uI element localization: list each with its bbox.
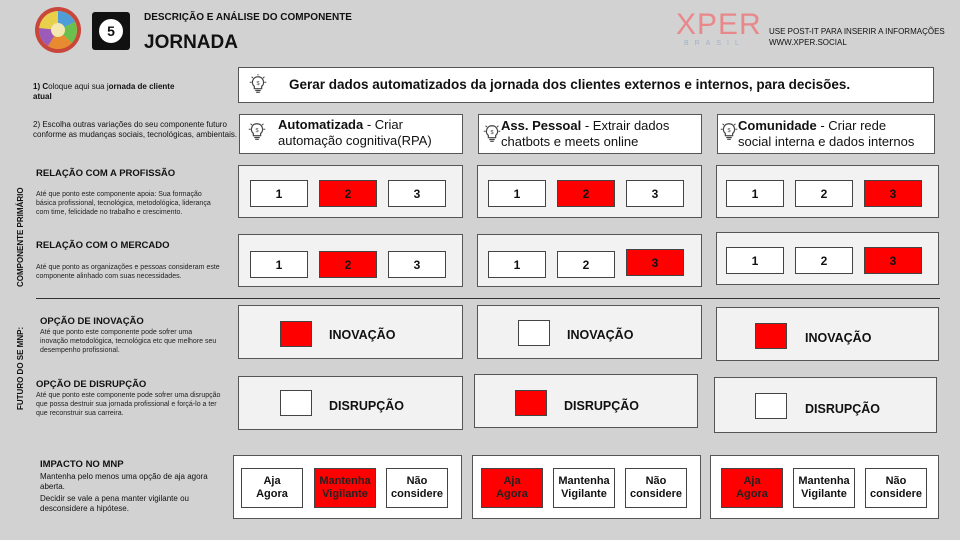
innovation-checkbox[interactable] (280, 321, 312, 347)
profession-option-1[interactable]: 1 (250, 180, 308, 207)
market-option-3[interactable]: 3 (626, 249, 684, 276)
wheel-logo-icon (34, 6, 82, 54)
svg-text:$: $ (255, 128, 259, 134)
lightbulb-money-icon (718, 121, 740, 143)
profession-option-2[interactable]: 2 (795, 180, 853, 207)
impact-panel-3 (710, 455, 939, 519)
impact-title: IMPACTO NO MNP (40, 459, 124, 470)
profession-option-1[interactable]: 1 (488, 180, 546, 207)
profession-option-3[interactable]: 3 (388, 180, 446, 207)
disruption-title: OPÇÃO DE DISRUPÇÃO (36, 379, 147, 390)
innovation-desc: Até que ponto este componente pode sofrer uma inovação metodológica, tecnológica etc que melhore seu desempenho profissional. (40, 329, 217, 354)
market-title: RELAÇÃO COM O MERCADO (36, 240, 170, 251)
brand-name: XPER (676, 8, 762, 41)
page-subtitle: DESCRIÇÃO E ANÁLISE DO COMPONENTE (144, 12, 352, 23)
step-number: 5 (99, 19, 123, 43)
profession-desc: Até que ponto este componente apoia: Sua formação básica profissional, tecnológica, metodológica, liderança com time, felicidade no trabalho e crescimento. (36, 191, 211, 216)
lightbulb-money-icon (481, 123, 503, 145)
page-title: JORNADA (144, 32, 238, 53)
disruption-checkbox[interactable] (755, 393, 787, 419)
disruption-panel-2 (474, 374, 698, 428)
xper-logo (676, 8, 760, 54)
market-option-1[interactable]: 1 (726, 247, 784, 274)
current-journey-text: Gerar dados automatizados da jornada dos clientes externos e internos, para decisões. (289, 77, 851, 92)
variation-card-2[interactable] (478, 114, 702, 154)
act-now-button[interactable]: Aja Agora (241, 468, 303, 508)
market-option-2[interactable]: 2 (319, 251, 377, 278)
postit-note: USE POST-IT PARA INSERIR A INFORMAÇÕES (769, 27, 945, 36)
market-option-1[interactable]: 1 (488, 251, 546, 278)
current-journey-card[interactable] (238, 67, 934, 103)
innovation-checkbox[interactable] (518, 320, 550, 346)
innovation-panel-2 (477, 305, 702, 359)
market-panel-2 (477, 234, 702, 287)
market-panel-1 (238, 234, 463, 287)
side-label-future: FUTURO DO SE MNP: (16, 326, 25, 410)
svg-text:$: $ (490, 130, 494, 136)
profession-panel-3 (716, 165, 939, 218)
disruption-panel-1 (238, 376, 463, 430)
profession-option-3[interactable]: 3 (864, 180, 922, 207)
market-option-2[interactable]: 2 (557, 251, 615, 278)
step2-label: 2) Escolha outras variações do seu componente futuro conforme as mudanças sociais, tecnológicas, ambientais. (33, 120, 238, 139)
svg-text:$: $ (727, 128, 731, 134)
profession-panel-1 (238, 165, 463, 218)
market-option-3[interactable]: 3 (388, 251, 446, 278)
variation-text-1: Automatizada - Criar automação cognitiva(RPA) (278, 117, 432, 148)
impact-desc-1: Mantenha pelo menos uma opção de aja agora aberta. (40, 472, 208, 491)
do-not-consider-button[interactable]: Não considere (386, 468, 448, 508)
innovation-label: INOVAÇÃO (805, 331, 872, 345)
variation-card-1[interactable] (239, 114, 463, 154)
disruption-checkbox[interactable] (515, 390, 547, 416)
disruption-panel-3 (714, 377, 937, 433)
profession-option-3[interactable]: 3 (626, 180, 684, 207)
profession-option-2[interactable]: 2 (557, 180, 615, 207)
market-option-2[interactable]: 2 (795, 247, 853, 274)
market-desc: Até que ponto as organizações e pessoas consideram este componente alinhado com suas necessidades. (36, 264, 220, 280)
disruption-label: DISRUPÇÃO (329, 399, 405, 413)
do-not-consider-button[interactable]: Não considere (625, 468, 687, 508)
side-label-primary: COMPONENTE PRIMÁRIO (16, 187, 25, 287)
profession-option-2[interactable]: 2 (319, 180, 377, 207)
stay-vigilant-button[interactable]: Mantenha Vigilante (314, 468, 376, 508)
innovation-panel-3 (716, 307, 939, 361)
profession-title: RELAÇÃO COM A PROFISSÃO (36, 168, 176, 179)
disruption-checkbox[interactable] (280, 390, 312, 416)
variation-card-3[interactable] (717, 114, 935, 154)
variation-text-3: Comunidade - Criar rede social interna e dados internos (738, 118, 915, 149)
stay-vigilant-button[interactable]: Mantenha Vigilante (793, 468, 855, 508)
step-number-badge (92, 12, 130, 50)
svg-text:$: $ (256, 81, 260, 87)
do-not-consider-button[interactable]: Não considere (865, 468, 927, 508)
innovation-checkbox[interactable] (755, 323, 787, 349)
brand-sub: BRASIL (684, 40, 745, 47)
logo-badge (34, 6, 82, 54)
lightbulb-money-icon (247, 74, 269, 96)
innovation-title: OPÇÃO DE INOVAÇÃO (40, 316, 144, 327)
profession-panel-2 (477, 165, 702, 218)
market-option-1[interactable]: 1 (250, 251, 308, 278)
disruption-desc: Até que ponto este componente pode sofrer uma disrupção que possa destruir sua jornada profissional e forçá-lo a ter que reconstruir sua carreira. (36, 392, 221, 417)
section-divider (36, 298, 940, 299)
innovation-label: INOVAÇÃO (567, 328, 634, 342)
market-panel-3 (716, 232, 939, 285)
stay-vigilant-button[interactable]: Mantenha Vigilante (553, 468, 615, 508)
lightbulb-money-icon (246, 121, 268, 143)
act-now-button[interactable]: Aja Agora (481, 468, 543, 508)
website-url: WWW.XPER.SOCIAL (769, 38, 847, 47)
act-now-button[interactable]: Aja Agora (721, 468, 783, 508)
innovation-label: INOVAÇÃO (329, 328, 396, 342)
market-option-3[interactable]: 3 (864, 247, 922, 274)
impact-desc-2: Decidir se vale a pena manter vigilante ou desconsidere a hipótese. (40, 494, 189, 513)
disruption-label: DISRUPÇÃO (805, 402, 881, 416)
step1-label: 1) Coloque aqui sua jornada de cliente atual (33, 82, 175, 101)
innovation-panel-1 (238, 305, 463, 359)
disruption-label: DISRUPÇÃO (564, 399, 640, 413)
impact-panel-1 (233, 455, 462, 519)
variation-text-2: Ass. Pessoal - Extrair dados chatbots e meets online (501, 118, 670, 149)
profession-option-1[interactable]: 1 (726, 180, 784, 207)
impact-panel-2 (472, 455, 701, 519)
